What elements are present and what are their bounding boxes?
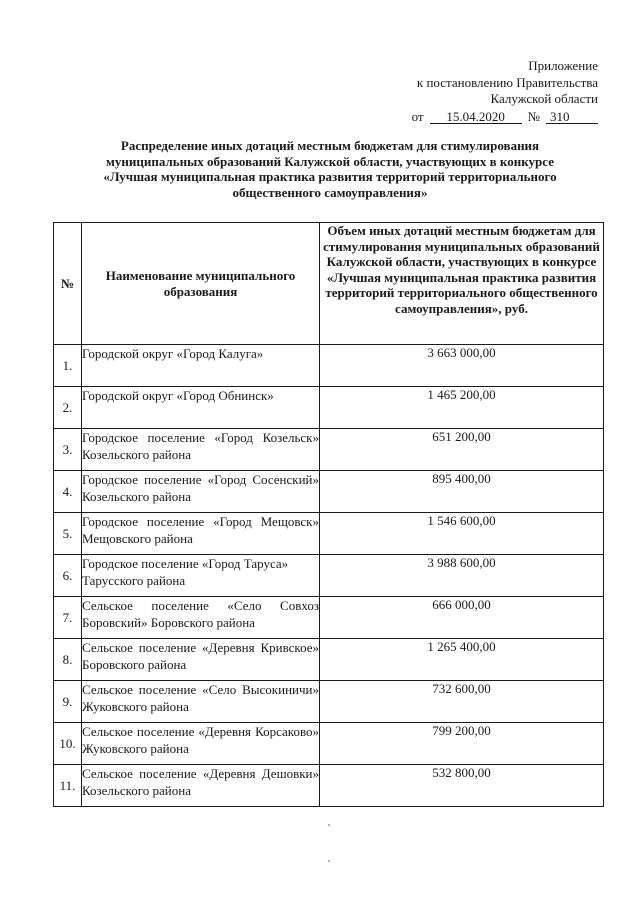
subsidy-amount: 1 265 400,00 (320, 639, 604, 681)
annex-resolution: к постановлению Правительства (416, 74, 598, 90)
row-number: 4. (54, 471, 82, 513)
subsidy-amount: 3 663 000,00 (320, 345, 604, 387)
row-number: 9. (54, 681, 82, 723)
subsidy-amount: 532 800,00 (320, 765, 604, 807)
municipality-name: Сельское поселение «Село Высокиничи» Жуковского района (82, 681, 320, 723)
table-row (54, 597, 604, 639)
subsidy-amount: 1 465 200,00 (320, 387, 604, 429)
municipality-name: Городской округ «Город Обнинск» (82, 387, 320, 429)
row-number: 6. (54, 555, 82, 597)
title-line: «Лучшая муниципальная практика развития территорий территориального (103, 169, 557, 184)
header-subsidy-amount: Объем иных дотаций местным бюджетам для стимулирования муниципальных образований Калужской области, участвующих в конкурсе «Лучшая муниципальная практика развития территорий территориального общественного самоуправления», руб. (320, 223, 604, 345)
header-number: № (54, 223, 82, 345)
row-number: 3. (54, 429, 82, 471)
subsidy-amount: 651 200,00 (320, 429, 604, 471)
municipality-name: Городское поселение «Город Козельск» Козельского района (82, 429, 320, 471)
table-row (54, 639, 604, 681)
municipality-name: Городской округ «Город Калуга» (82, 345, 320, 387)
annex-title: Приложение (528, 58, 598, 73)
header-municipality: Наименование муниципального образования (82, 223, 320, 345)
title-line: муниципальных образований Калужской области, участвующих в конкурсе (106, 153, 554, 169)
subsidy-amount: 666 000,00 (320, 597, 604, 639)
subsidy-amount: 799 200,00 (320, 723, 604, 765)
table-row (54, 681, 604, 723)
title-line: общественного самоуправления» (232, 184, 428, 200)
row-number: 2. (54, 387, 82, 429)
table-row (54, 429, 604, 471)
table-row (54, 387, 604, 429)
municipality-name: Сельское поселение «Деревня Дешовки» Козельского района (82, 765, 320, 807)
subsidy-amount: 895 400,00 (320, 471, 604, 513)
municipality-name: Сельское поселение «Деревня Кривское» Боровского района (82, 639, 320, 681)
table-header-row (54, 223, 604, 345)
scan-dot (328, 860, 330, 862)
subsidy-amount: 3 988 600,00 (320, 555, 604, 597)
municipality-name: Городское поселение «Город Сосенский» Козельского района (82, 471, 320, 513)
title-line: Распределение иных дотаций местным бюджетам для стимулирования (120, 138, 540, 153)
row-number: 10. (54, 723, 82, 765)
subsidy-amount: 732 600,00 (320, 681, 604, 723)
scan-dot (328, 824, 330, 826)
row-number: 1. (54, 345, 82, 387)
municipality-name: Сельское поселение «Село Совхоз Боровский» Боровского района (82, 597, 320, 639)
row-number: 7. (54, 597, 82, 639)
table-row (54, 555, 604, 597)
annex-region: Калужской области (490, 91, 598, 106)
row-number: 5. (54, 513, 82, 555)
date-prefix: от (411, 108, 424, 124)
document-title (70, 138, 590, 200)
resolution-number: 310 (546, 110, 598, 124)
subsidy-amount: 1 546 600,00 (320, 513, 604, 555)
distribution-table (53, 222, 604, 807)
row-number: 8. (54, 639, 82, 681)
table-row (54, 471, 604, 513)
resolution-date: 15.04.2020 (430, 110, 522, 124)
municipality-name: Городское поселение «Город Мещовск» Мещовского района (82, 513, 320, 555)
table-row (54, 765, 604, 807)
municipality-name: Городское поселение «Город Таруса» Тарусского района (82, 555, 320, 597)
row-number: 11. (54, 765, 82, 807)
table-row (54, 723, 604, 765)
table-row (54, 345, 604, 387)
annex-date-line (298, 109, 598, 126)
municipality-name: Сельское поселение «Деревня Корсаково» Жуковского района (82, 723, 320, 765)
table-row (54, 513, 604, 555)
number-prefix: № (527, 108, 540, 124)
annex-block (298, 58, 598, 125)
